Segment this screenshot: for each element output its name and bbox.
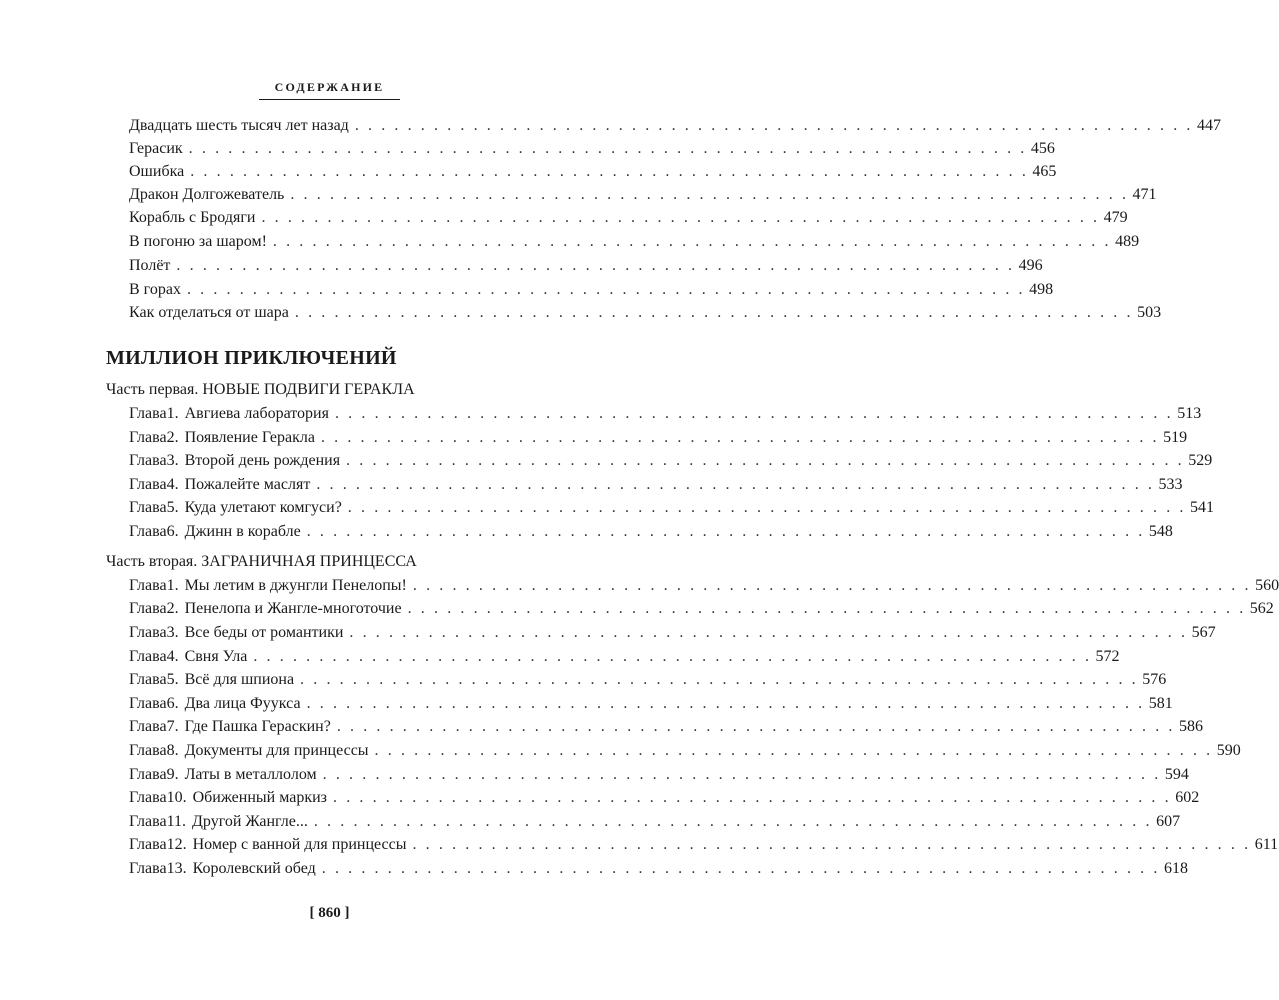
- dot-leader: . . . . . . . . . . . . . . . . . . . . . . . . . . . . . . . . . . . . . . . . . . . . . . . . . . . . . . . . . . . . . . . .: [186, 281, 1026, 298]
- entry-title: Ошибка: [129, 163, 185, 180]
- chapter-number: 3.: [166, 624, 179, 641]
- entry-title: В погоню за шаром!: [129, 233, 267, 250]
- chapter-label: Глава: [129, 452, 167, 469]
- chapter-label: Глава: [129, 499, 167, 516]
- entry-page: 447: [1197, 117, 1222, 134]
- dot-leader: . . . . . . . . . . . . . . . . . . . . . . . . . . . . . . . . . . . . . . . . . . . . . . . . . . . . . . . . . . . . . . . .: [336, 718, 1176, 735]
- chapter-entry: [129, 474, 1183, 496]
- toc-entry: [129, 184, 1157, 206]
- toc-entry: [129, 255, 1043, 277]
- chapter-label: Глава: [129, 695, 167, 712]
- chapter-number: 3.: [166, 452, 179, 469]
- chapter-page: 513: [1177, 405, 1202, 422]
- toc-entry: [129, 231, 1140, 253]
- toc-entry: [129, 279, 1054, 301]
- chapter-label: Глава: [129, 476, 167, 493]
- chapter-number: 12.: [166, 836, 187, 853]
- chapter-entry: [129, 598, 1274, 620]
- chapter-title: Появление Геракла: [184, 429, 315, 446]
- chapter-entry: [129, 497, 1214, 519]
- dot-leader: . . . . . . . . . . . . . . . . . . . . . . . . . . . . . . . . . . . . . . . . . . . . . . . . . . . . . . . . . . . . . . . .: [412, 577, 1252, 594]
- chapter-entry: [129, 575, 1279, 597]
- chapter-entry: [129, 787, 1200, 809]
- entry-title: Как отделаться от шара: [129, 304, 289, 321]
- chapter-label: Глава: [129, 523, 167, 540]
- chapter-page: 576: [1142, 671, 1167, 688]
- chapter-title: Джинн в корабле: [184, 523, 301, 540]
- chapter-page: 572: [1095, 648, 1120, 665]
- entry-title: Двадцать шесть тысяч лет назад: [129, 117, 349, 134]
- chapter-label: Глава: [129, 429, 167, 446]
- chapter-number: 6.: [166, 523, 179, 540]
- chapter-entry: [129, 669, 1167, 691]
- chapter-page: 562: [1249, 600, 1274, 617]
- chapter-title: Два лица Фуукса: [184, 695, 301, 712]
- chapter-title: Мы летим в джунгли Пенелопы!: [184, 577, 407, 594]
- toc-entry: [129, 161, 1057, 183]
- running-head: СОДЕРЖАНИЕ: [274, 80, 385, 94]
- chapter-page: 548: [1148, 523, 1173, 540]
- chapter-label: Глава: [129, 577, 167, 594]
- chapter-entry: [129, 521, 1173, 543]
- chapter-label: Глава: [129, 836, 167, 853]
- dot-leader: . . . . . . . . . . . . . . . . . . . . . . . . . . . . . . . . . . . . . . . . . . . . . . . . . . . . . . . . . . . . . . . .: [306, 695, 1145, 712]
- dot-leader: . . . . . . . . . . . . . . . . . . . . . . . . . . . . . . . . . . . . . . . . . . . . . . . . . . . . . . . . . . . . . . . .: [188, 140, 1027, 157]
- entry-page: 498: [1029, 281, 1054, 298]
- chapter-label: Глава: [129, 718, 167, 735]
- entry-page: 456: [1030, 140, 1055, 157]
- chapter-page: 533: [1158, 476, 1183, 493]
- chapter-number: 5.: [166, 499, 179, 516]
- chapter-number: 1.: [166, 405, 179, 422]
- chapter-page: 611: [1254, 836, 1279, 853]
- chapter-title: Авгиева лаборатория: [184, 405, 329, 422]
- toc-entry: [129, 302, 1162, 324]
- dot-leader: . . . . . . . . . . . . . . . . . . . . . . . . . . . . . . . . . . . . . . . . . . . . . . . . . . . . . . . . . . . . . . . .: [313, 813, 1153, 830]
- dot-leader: . . . . . . . . . . . . . . . . . . . . . . . . . . . . . . . . . . . . . . . . . . . . . . . . . . . . . . . . . . . . . . . .: [294, 304, 1134, 321]
- chapter-entry: [129, 646, 1120, 668]
- chapter-label: Глава: [129, 648, 167, 665]
- chapter-page: 581: [1148, 695, 1173, 712]
- chapter-page: 590: [1216, 742, 1241, 759]
- chapter-label: Глава: [129, 405, 167, 422]
- chapter-number: 1.: [166, 577, 179, 594]
- chapter-page: 607: [1156, 813, 1181, 830]
- chapter-title: Королевский обед: [192, 860, 316, 877]
- toc-entry: [129, 138, 1055, 160]
- chapter-label: Глава: [129, 742, 167, 759]
- chapter-page: 519: [1163, 429, 1188, 446]
- chapter-title: Второй день рождения: [184, 452, 341, 469]
- chapter-label: Глава: [129, 624, 167, 641]
- entry-page: 479: [1103, 209, 1128, 226]
- chapter-page: 567: [1191, 624, 1216, 641]
- chapter-title: Номер с ванной для принцессы: [192, 836, 407, 853]
- chapter-number: 4.: [166, 648, 179, 665]
- dot-leader: . . . . . . . . . . . . . . . . . . . . . . . . . . . . . . . . . . . . . . . . . . . . . . . . . . . . . . . . . . . . . . . .: [374, 742, 1213, 759]
- dot-leader: . . . . . . . . . . . . . . . . . . . . . . . . . . . . . . . . . . . . . . . . . . . . . . . . . . . . . . . . . . . . . . . .: [333, 789, 1172, 806]
- chapter-number: 9.: [166, 766, 179, 783]
- dot-leader: . . . . . . . . . . . . . . . . . . . . . . . . . . . . . . . . . . . . . . . . . . . . . . . . . . . . . . . . . . . . . . . .: [253, 648, 1092, 665]
- page-number: [ 860 ]: [309, 905, 350, 921]
- entry-page: 496: [1018, 257, 1043, 274]
- chapter-title: Всё для шпиона: [184, 671, 295, 688]
- chapter-label: Глава: [129, 766, 167, 783]
- part-title-2: Часть вторая. ЗАГРАНИЧНАЯ ПРИНЦЕССА: [106, 553, 417, 570]
- chapter-entry: [129, 716, 1204, 738]
- chapter-label: Глава: [129, 860, 167, 877]
- entry-title: В горах: [129, 281, 181, 298]
- entry-title: Герасик: [129, 140, 183, 157]
- chapter-title: Документы для принцессы: [184, 742, 369, 759]
- toc-entry: [129, 115, 1222, 137]
- dot-leader: . . . . . . . . . . . . . . . . . . . . . . . . . . . . . . . . . . . . . . . . . . . . . . . . . . . . . . . . . . . . . . . .: [190, 163, 1029, 180]
- chapter-title: Все беды от романтики: [184, 624, 344, 641]
- chapter-label: Глава: [129, 789, 167, 806]
- part-title-1: Часть первая. НОВЫЕ ПОДВИГИ ГЕРАКЛА: [106, 381, 415, 398]
- chapter-entry: [129, 450, 1213, 472]
- chapter-number: 7.: [166, 718, 179, 735]
- entry-page: 471: [1132, 186, 1157, 203]
- dot-leader: . . . . . . . . . . . . . . . . . . . . . . . . . . . . . . . . . . . . . . . . . . . . . . . . . . . . . . . . . . . . . . . .: [346, 452, 1185, 469]
- chapter-label: Глава: [129, 813, 167, 830]
- chapter-number: 13.: [166, 860, 187, 877]
- chapter-number: 5.: [166, 671, 179, 688]
- chapter-entry: [129, 740, 1241, 762]
- dot-leader: . . . . . . . . . . . . . . . . . . . . . . . . . . . . . . . . . . . . . . . . . . . . . . . . . . . . . . . . . . . . . . . .: [290, 186, 1129, 203]
- dot-leader: . . . . . . . . . . . . . . . . . . . . . . . . . . . . . . . . . . . . . . . . . . . . . . . . . . . . . . . . . . . . . . . .: [349, 624, 1188, 641]
- entry-title: Полёт: [129, 257, 171, 274]
- dot-leader: . . . . . . . . . . . . . . . . . . . . . . . . . . . . . . . . . . . . . . . . . . . . . . . . . . . . . . . . . . . . . . . .: [176, 257, 1015, 274]
- chapter-number: 6.: [166, 695, 179, 712]
- chapter-title: Обиженный маркиз: [192, 789, 327, 806]
- chapter-title: Пенелопа и Жангле-многоточие: [184, 600, 402, 617]
- dot-leader: . . . . . . . . . . . . . . . . . . . . . . . . . . . . . . . . . . . . . . . . . . . . . . . . . . . . . . . . . . . . . . . .: [261, 209, 1100, 226]
- entry-title: Дракон Долгожеватель: [129, 186, 285, 203]
- dot-leader: . . . . . . . . . . . . . . . . . . . . . . . . . . . . . . . . . . . . . . . . . . . . . . . . . . . . . . . . . . . . . . . .: [272, 233, 1112, 250]
- chapter-entry: [129, 811, 1181, 833]
- chapter-number: 10.: [166, 789, 187, 806]
- chapter-number: 2.: [166, 429, 179, 446]
- chapter-title: Пожалейте маслят: [184, 476, 311, 493]
- dot-leader: . . . . . . . . . . . . . . . . . . . . . . . . . . . . . . . . . . . . . . . . . . . . . . . . . . . . . . . . . . . . . . . .: [321, 860, 1160, 877]
- dot-leader: . . . . . . . . . . . . . . . . . . . . . . . . . . . . . . . . . . . . . . . . . . . . . . . . . . . . . . . . . . . . . . . .: [320, 429, 1160, 446]
- dot-leader: . . . . . . . . . . . . . . . . . . . . . . . . . . . . . . . . . . . . . . . . . . . . . . . . . . . . . . . . . . . . . . . .: [306, 523, 1145, 540]
- chapter-number: 11.: [166, 813, 186, 830]
- chapter-label: Глава: [129, 600, 167, 617]
- chapter-entry: [129, 764, 1189, 786]
- entry-page: 465: [1032, 163, 1057, 180]
- chapter-entry: [129, 622, 1216, 644]
- entry-page: 489: [1115, 233, 1140, 250]
- chapter-title: Другой Жангле...: [191, 813, 308, 830]
- chapter-page: 560: [1255, 577, 1279, 594]
- section-title: МИЛЛИОН ПРИКЛЮЧЕНИЙ: [106, 347, 397, 369]
- running-head-rule: [259, 99, 400, 100]
- chapter-page: 602: [1175, 789, 1200, 806]
- chapter-title: Латы в металлолом: [184, 766, 317, 783]
- chapter-entry: [129, 403, 1202, 425]
- dot-leader: . . . . . . . . . . . . . . . . . . . . . . . . . . . . . . . . . . . . . . . . . . . . . . . . . . . . . . . . . . . . . . . .: [300, 671, 1139, 688]
- toc-entry: [129, 207, 1128, 229]
- chapter-entry: [129, 858, 1188, 880]
- chapter-title: Свня Ула: [184, 648, 248, 665]
- chapter-page: 618: [1163, 860, 1188, 877]
- chapter-page: 541: [1190, 499, 1214, 516]
- dot-leader: . . . . . . . . . . . . . . . . . . . . . . . . . . . . . . . . . . . . . . . . . . . . . . . . . . . . . . . . . . . . . . . .: [334, 405, 1174, 422]
- dot-leader: . . . . . . . . . . . . . . . . . . . . . . . . . . . . . . . . . . . . . . . . . . . . . . . . . . . . . . . . . . . . . . . .: [412, 836, 1251, 853]
- chapter-title: Куда улетают комгуси?: [184, 499, 342, 516]
- dot-leader: . . . . . . . . . . . . . . . . . . . . . . . . . . . . . . . . . . . . . . . . . . . . . . . . . . . . . . . . . . . . . . . .: [407, 600, 1246, 617]
- chapter-entry: [129, 834, 1279, 856]
- entry-title: Корабль с Бродяги: [129, 209, 256, 226]
- chapter-page: 586: [1179, 718, 1204, 735]
- chapter-page: 594: [1164, 766, 1189, 783]
- entry-page: 503: [1137, 304, 1162, 321]
- chapter-page: 529: [1188, 452, 1213, 469]
- chapter-entry: [129, 427, 1188, 449]
- chapter-number: 8.: [166, 742, 179, 759]
- chapter-entry: [129, 693, 1173, 715]
- chapter-number: 2.: [166, 600, 179, 617]
- dot-leader: . . . . . . . . . . . . . . . . . . . . . . . . . . . . . . . . . . . . . . . . . . . . . . . . . . . . . . . . . . . . . . . .: [354, 117, 1194, 134]
- dot-leader: . . . . . . . . . . . . . . . . . . . . . . . . . . . . . . . . . . . . . . . . . . . . . . . . . . . . . . . . . . . . . . . .: [322, 766, 1161, 783]
- chapter-label: Глава: [129, 671, 167, 688]
- chapter-title: Где Пашка Гераскин?: [184, 718, 331, 735]
- dot-leader: . . . . . . . . . . . . . . . . . . . . . . . . . . . . . . . . . . . . . . . . . . . . . . . . . . . . . . . . . . . . . . . .: [316, 476, 1155, 493]
- chapter-number: 4.: [166, 476, 179, 493]
- dot-leader: . . . . . . . . . . . . . . . . . . . . . . . . . . . . . . . . . . . . . . . . . . . . . . . . . . . . . . . . . . . . . . . .: [347, 499, 1186, 516]
